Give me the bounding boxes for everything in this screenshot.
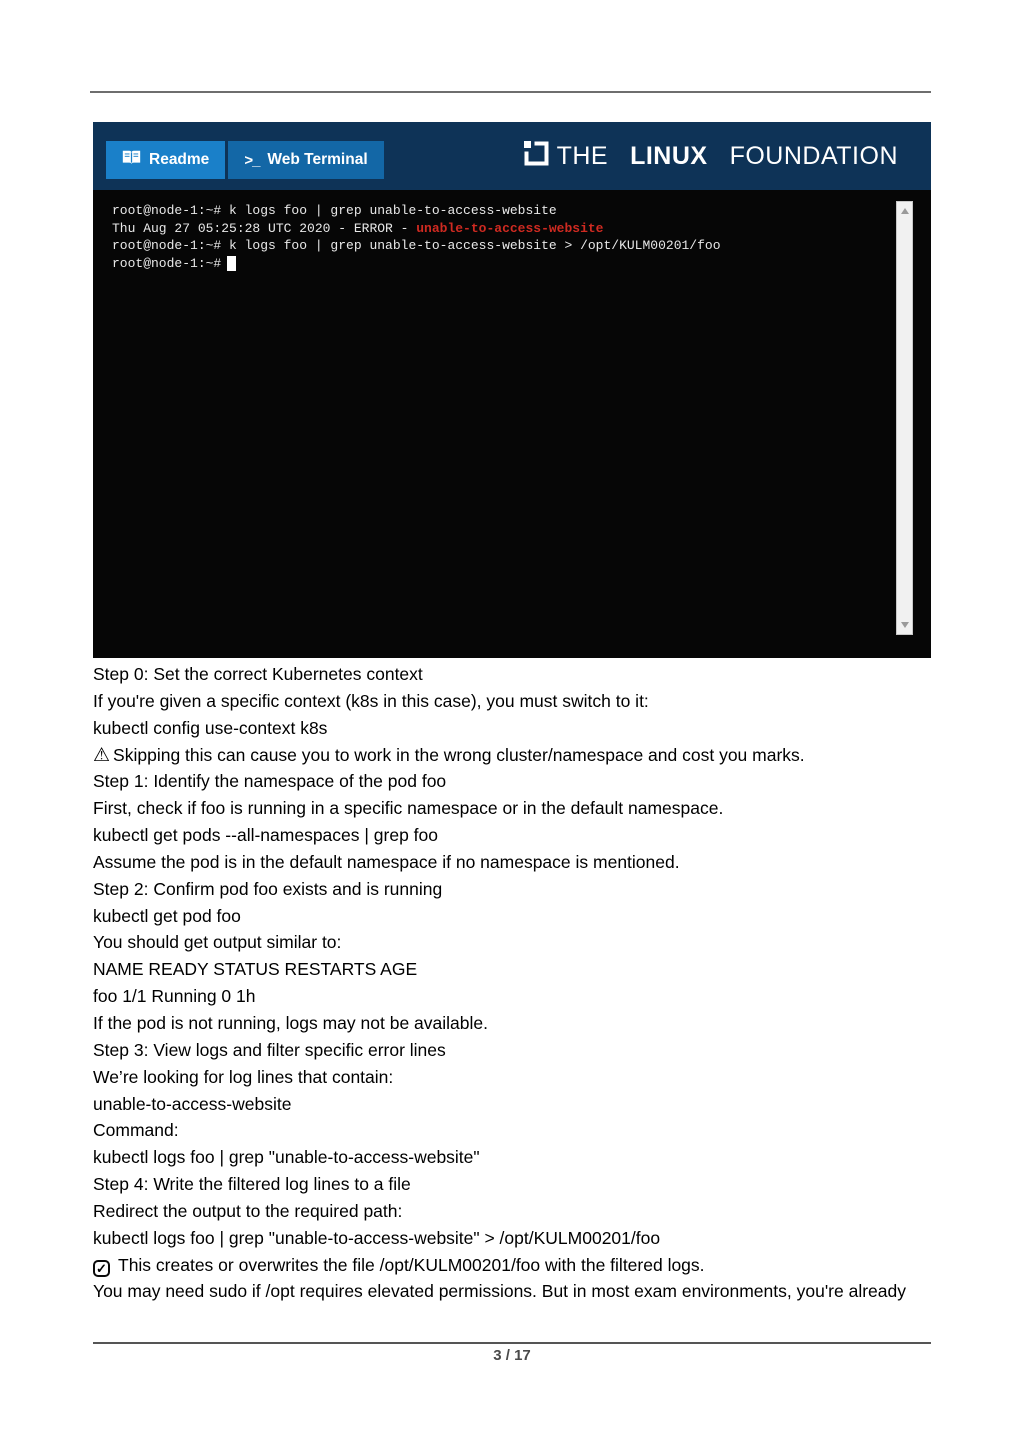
logo-word-the: THE — [556, 141, 609, 170]
book-icon — [122, 150, 141, 170]
command-line: kubectl get pods --all-namespaces | grep foo — [93, 825, 439, 846]
note-line — [93, 1252, 938, 1279]
terminal-error-text: unable-to-access-website — [416, 220, 604, 236]
exam-header-bar — [93, 122, 931, 190]
exam-ui-screenshot — [93, 122, 931, 658]
text-line: Command: — [93, 1120, 179, 1141]
text-line: If the pod is not running, logs may not be available. — [93, 1012, 488, 1033]
text-line: First, check if foo is running in a specific namespace or in the default namespace. — [93, 798, 724, 819]
text-line: You may need sudo if /opt requires elevated permissions. But in most exam environments, you're already — [93, 1281, 906, 1302]
command-line: kubectl logs foo | grep "unable-to-access-website" > /opt/KULM00201/foo — [93, 1227, 661, 1248]
command-line: kubectl logs foo | grep "unable-to-access-website" — [93, 1147, 480, 1168]
step-heading: Step 4: Write the filtered log lines to a file — [93, 1174, 411, 1195]
command-line: kubectl config use-context k8s — [93, 717, 328, 738]
page-number: 3 / 17 — [493, 1347, 531, 1364]
checkbox-checked-icon: ✓ — [93, 1260, 110, 1277]
note-text: This creates or overwrites the file /opt/KULM00201/foo with the filtered logs. — [118, 1254, 705, 1275]
terminal-prompt-icon: >_ — [244, 151, 260, 169]
tab-bar — [106, 141, 384, 179]
text-line: unable-to-access-website — [93, 1093, 292, 1114]
readme-content — [93, 661, 938, 1305]
terminal-line: root@node-1:~# k logs foo | grep unable-to-access-website — [112, 203, 557, 218]
step-heading: Step 0: Set the correct Kubernetes context — [93, 664, 423, 684]
terminal-line: root@node-1:~# k logs foo | grep unable-to-access-website > /opt/KULM00201/foo — [112, 238, 721, 253]
tab-readme-label: Readme — [149, 151, 210, 168]
terminal-line — [112, 220, 891, 238]
logo-word-foundation: FOUNDATION — [729, 141, 898, 170]
text-line: If you're given a specific context (k8s in this case), you must switch to it: — [93, 690, 649, 711]
text-line: Assume the pod is in the default namespace if no namespace is mentioned. — [93, 851, 680, 872]
logo-word-linux: LINUX — [630, 141, 708, 170]
step-heading: Step 3: View logs and filter specific error lines — [93, 1039, 446, 1060]
terminal-prompt: root@node-1:~# — [112, 255, 222, 271]
text-line: You should get output similar to: — [93, 932, 342, 953]
text-line: We’re looking for log lines that contain: — [93, 1066, 394, 1087]
output-line: NAME READY STATUS RESTARTS AGE — [93, 959, 418, 980]
scroll-down-icon[interactable] — [897, 618, 912, 632]
warning-line — [93, 742, 938, 769]
terminal-scrollbar[interactable] — [896, 201, 913, 635]
tab-web-terminal[interactable] — [228, 141, 383, 179]
command-line: kubectl get pod foo — [93, 905, 241, 926]
terminal-output — [112, 202, 891, 272]
terminal-log-prefix: Thu Aug 27 05:25:28 UTC 2020 - ERROR - — [112, 220, 417, 236]
terminal-cursor — [227, 256, 236, 271]
linux-foundation-mark-icon — [522, 139, 549, 173]
warning-text: Skipping this can cause you to work in the wrong cluster/namespace and cost you marks. — [113, 744, 805, 765]
tab-readme[interactable] — [106, 141, 225, 179]
warning-icon: ⚠ — [93, 743, 111, 766]
header-divider — [90, 91, 931, 93]
output-line: foo 1/1 Running 0 1h — [93, 986, 256, 1007]
text-line: Redirect the output to the required path: — [93, 1200, 403, 1221]
tab-web-terminal-label: Web Terminal — [267, 151, 368, 168]
linux-foundation-logo — [522, 122, 898, 190]
footer-divider — [93, 1342, 931, 1344]
step-heading: Step 2: Confirm pod foo exists and is running — [93, 878, 443, 899]
terminal-area[interactable] — [93, 190, 931, 658]
scroll-up-icon[interactable] — [897, 204, 912, 218]
step-heading: Step 1: Identify the namespace of the pod foo — [93, 771, 447, 792]
terminal-prompt-line — [112, 255, 891, 273]
